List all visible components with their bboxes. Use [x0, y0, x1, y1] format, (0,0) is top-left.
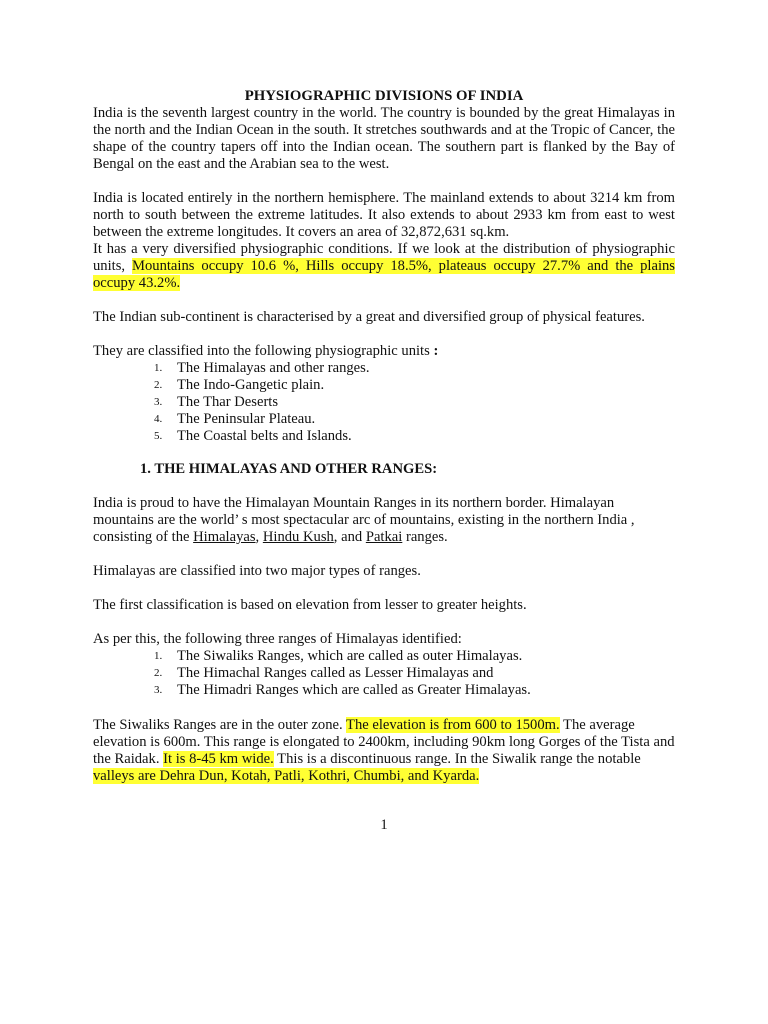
siwaliks-text: The average elevation is 600m. This range is elongated to 2400km, including 90km long Gorges of the Tista and the Raidak.	[93, 717, 675, 767]
himalayan-text-end: ranges.	[402, 529, 448, 545]
list-item	[93, 682, 675, 699]
list-item	[93, 360, 675, 377]
list-item	[93, 394, 675, 411]
highlight-elevation: The elevation is from 600 to 1500m.	[346, 717, 560, 733]
list-number: 5.	[154, 430, 163, 442]
list-number: 2.	[154, 379, 163, 391]
highlight-width: It is 8-45 km wide.	[163, 751, 274, 767]
paragraph-siwaliks	[93, 717, 675, 785]
link-himalayas[interactable]: Himalayas	[193, 529, 256, 545]
paragraph-units-intro	[93, 343, 675, 360]
list-number: 4.	[154, 413, 163, 425]
page-number: 1	[380, 817, 388, 833]
list-item-text: The Peninsular Plateau.	[177, 411, 316, 427]
link-patkai[interactable]: Patkai	[365, 529, 403, 545]
paragraph-distribution	[93, 241, 675, 292]
paragraph-features: The Indian sub-continent is characterised by a great and diversified group of physical features.	[93, 309, 645, 325]
list-item	[93, 648, 675, 665]
highlight-distribution: Mountains occupy 10.6 %, Hills occupy 18.5%, plateaus occupy 27.7% and the plains occupy 43.2%.	[93, 258, 675, 291]
list-item-text: The Himachal Ranges called as Lesser Himalayas and	[177, 665, 494, 681]
units-intro-text: They are classified into the following physiographic units	[93, 343, 434, 359]
list-item-text: The Himalayas and other ranges.	[177, 360, 370, 376]
document-body	[93, 88, 675, 785]
paragraph-himalayan-ranges	[93, 495, 675, 546]
list-number: 1.	[154, 650, 163, 662]
list-item-text: The Indo-Gangetic plain.	[177, 377, 325, 393]
list-item	[93, 665, 675, 682]
page-title: PHYSIOGRAPHIC DIVISIONS OF INDIA	[244, 88, 524, 104]
link-hindu-kush[interactable]: Hindu Kush	[262, 529, 334, 545]
list-number: 2.	[154, 667, 163, 679]
himalayan-text: India is proud to have the Himalayan Mountain Ranges in its northern border. Himalayan mountains are the world’ s most spectacular arc of mountains, existing in the northern India , consisting of the	[93, 495, 635, 545]
list-item-text: The Coastal belts and Islands.	[177, 428, 352, 444]
separator: , and	[333, 529, 366, 545]
list-item-text: The Thar Deserts	[177, 394, 279, 410]
list-item-text: The Himadri Ranges which are called as Greater Himalayas.	[177, 682, 531, 698]
list-item-text: The Siwaliks Ranges, which are called as outer Himalayas.	[177, 648, 523, 664]
paragraph-elevation-basis: The first classification is based on elevation from lesser to greater heights.	[93, 597, 527, 613]
siwaliks-text: This is a discontinuous range. In the Siwalik range the notable	[273, 751, 641, 767]
list-number: 1.	[154, 362, 163, 374]
ranges-list	[93, 648, 675, 699]
separator: ,	[255, 529, 263, 545]
paragraph-ranges-intro: As per this, the following three ranges of Himalayas identified:	[93, 631, 462, 647]
list-number: 3.	[154, 396, 163, 408]
paragraph-classification: Himalayas are classified into two major types of ranges.	[93, 563, 421, 579]
distribution-text: It has a very diversified physiographic conditions. If we look at the distribution of physiographic units,	[93, 241, 675, 274]
units-intro-colon: :	[433, 343, 439, 359]
paragraph-location: India is located entirely in the northern hemisphere. The mainland extends to about 3214 km from north to south between the extreme latitudes. It also extends to about 2933 km from east to west between the extreme longitudes. It covers an area of 32,872,631 sq.km.	[93, 190, 675, 240]
list-number: 3.	[154, 684, 163, 696]
paragraph-intro: India is the seventh largest country in the world. The country is bounded by the great Himalayas in the north and the Indian Ocean in the south. It stretches southwards and at the Tropic of Cancer, the shape of the country tapers off into the Indian ocean. The southern part is flanked by the Bay of Bengal on the east and the Arabian sea to the west.	[93, 105, 675, 172]
list-item	[93, 377, 675, 394]
section-heading-himalayas: 1. THE HIMALAYAS AND OTHER RANGES:	[140, 461, 438, 477]
units-list	[93, 360, 675, 445]
list-item	[93, 411, 675, 428]
highlight-valleys: valleys are Dehra Dun, Kotah, Patli, Kothri, Chumbi, and Kyarda.	[93, 768, 480, 784]
list-item	[93, 428, 675, 445]
siwaliks-text: The Siwaliks Ranges are in the outer zone.	[93, 717, 347, 733]
